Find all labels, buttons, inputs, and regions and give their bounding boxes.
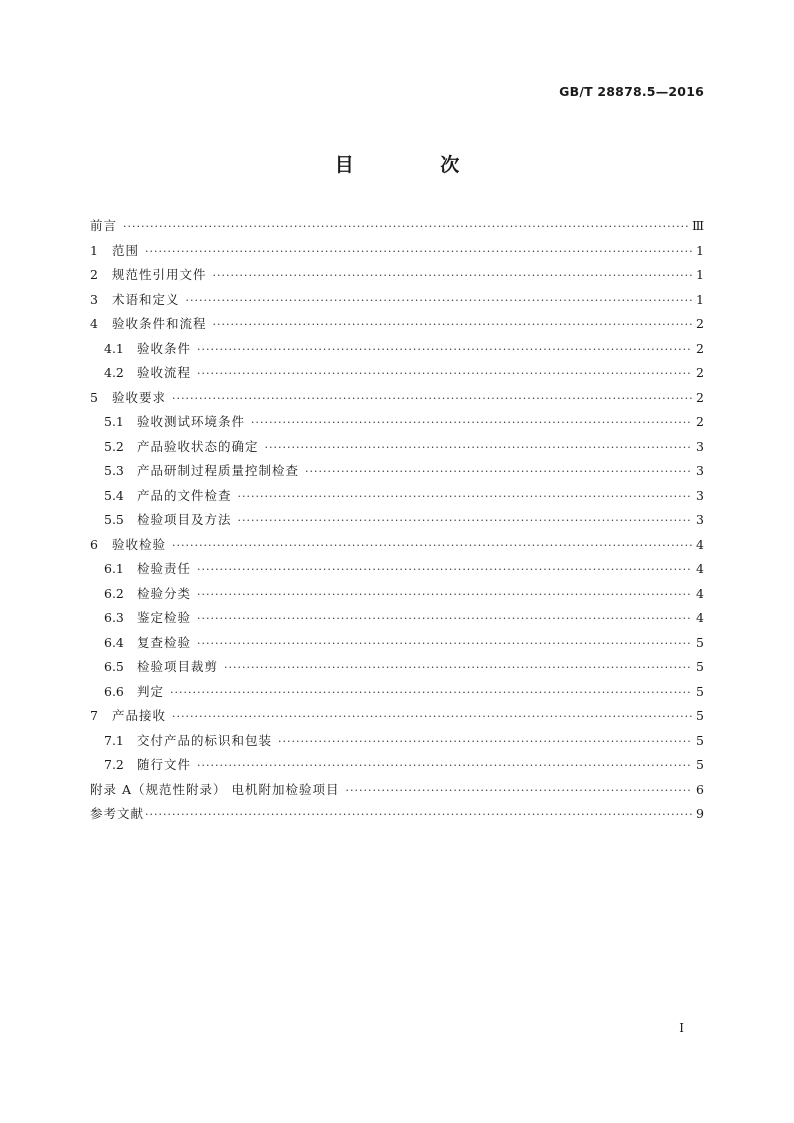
toc-entry[interactable] bbox=[90, 459, 704, 484]
toc-leader-dots bbox=[197, 754, 692, 779]
toc-leader-dots bbox=[197, 338, 692, 363]
toc-entry-number: 4.2 bbox=[104, 365, 124, 380]
toc-leader-dots bbox=[197, 583, 692, 608]
toc-leader-dots bbox=[238, 509, 692, 534]
toc-entry[interactable] bbox=[90, 631, 704, 656]
toc-entry-title: 验收条件 bbox=[137, 340, 192, 356]
toc-entry-title: 检验项目裁剪 bbox=[137, 659, 219, 674]
toc-leader-dots bbox=[172, 534, 692, 559]
toc-entry-number: 1 bbox=[90, 242, 98, 258]
toc-leader-dots bbox=[278, 730, 692, 755]
toc-leader-dots bbox=[197, 607, 692, 632]
toc-entry-number: 6.3 bbox=[104, 610, 124, 625]
toc-entry-title: 术语和定义 bbox=[112, 291, 180, 307]
toc-entry-page: 3 bbox=[696, 463, 704, 478]
toc-entry-number: 6.2 bbox=[104, 585, 124, 601]
toc-entry-page: 6 bbox=[696, 781, 704, 797]
toc-entry-page: 5 bbox=[696, 708, 704, 723]
toc-entry[interactable] bbox=[90, 361, 704, 386]
toc-entry[interactable] bbox=[90, 778, 704, 803]
toc-entry-page: 3 bbox=[696, 487, 704, 503]
toc-entry[interactable] bbox=[90, 312, 704, 337]
toc-entry-page: 3 bbox=[696, 438, 704, 454]
toc-leader-dots bbox=[213, 264, 692, 289]
toc-leader-dots bbox=[145, 803, 692, 828]
toc-entry[interactable] bbox=[90, 802, 704, 827]
toc-entry-title: 前言 bbox=[90, 218, 118, 233]
toc-entry-number: 4 bbox=[90, 316, 98, 331]
toc-entry[interactable] bbox=[90, 484, 704, 509]
toc-entry-number: 7.1 bbox=[104, 732, 124, 748]
toc-entry-title: 验收检验 bbox=[112, 536, 167, 552]
page-number: I bbox=[679, 1021, 684, 1035]
toc-leader-dots bbox=[123, 215, 688, 240]
toc-entry-page: 4 bbox=[696, 561, 704, 576]
toc-leader-dots bbox=[172, 387, 692, 412]
toc-entry-page: 4 bbox=[696, 585, 704, 601]
toc-entry[interactable] bbox=[90, 729, 704, 754]
toc-entry[interactable] bbox=[90, 288, 704, 313]
toc-entry-title: 验收要求 bbox=[112, 389, 167, 405]
toc-entry-number: 6.1 bbox=[104, 561, 124, 576]
toc-entry-page: 5 bbox=[696, 683, 704, 699]
toc-entry-number: 5.3 bbox=[104, 463, 124, 478]
toc-entry-title: 验收条件和流程 bbox=[112, 316, 207, 331]
toc-entry[interactable] bbox=[90, 582, 704, 607]
toc-leader-dots bbox=[145, 240, 692, 265]
toc-entry[interactable] bbox=[90, 680, 704, 705]
toc-entry-number: 4.1 bbox=[104, 340, 124, 356]
toc-leader-dots bbox=[213, 313, 692, 338]
toc-entry-title: 检验责任 bbox=[137, 561, 192, 576]
toc-leader-dots bbox=[197, 558, 692, 583]
toc-entry-number: 6 bbox=[90, 536, 98, 552]
toc-entry-title: 判定 bbox=[137, 683, 165, 699]
toc-entry[interactable] bbox=[90, 239, 704, 264]
toc-entry-page: 1 bbox=[696, 242, 704, 258]
toc-entry[interactable] bbox=[90, 337, 704, 362]
toc-entry-title: 验收流程 bbox=[137, 365, 192, 380]
toc-entry-number: 7.2 bbox=[104, 757, 124, 772]
toc-leader-dots bbox=[186, 289, 692, 314]
toc-entry-number: 5 bbox=[90, 389, 98, 405]
toc-entry-title: 产品验收状态的确定 bbox=[137, 438, 259, 454]
toc-entry-title: 范围 bbox=[112, 242, 140, 258]
toc-entry-page: 5 bbox=[696, 732, 704, 748]
toc-entry[interactable] bbox=[90, 533, 704, 558]
toc-leader-dots bbox=[170, 681, 692, 706]
toc-entry[interactable] bbox=[90, 508, 704, 533]
toc-entry-number: 7 bbox=[90, 708, 98, 723]
toc-entry-number: 6.5 bbox=[104, 659, 124, 674]
toc-entry-page: 1 bbox=[696, 267, 704, 282]
toc-entry-title: 产品接收 bbox=[112, 708, 167, 723]
toc-entry-number: 5.1 bbox=[104, 414, 124, 429]
toc-entry-title: 产品研制过程质量控制检查 bbox=[137, 463, 300, 478]
toc-entry-title: 产品的文件检查 bbox=[137, 487, 232, 503]
toc-entry-number: 5.2 bbox=[104, 438, 124, 454]
toc-entry[interactable] bbox=[90, 753, 704, 778]
toc-entry-page: 2 bbox=[696, 365, 704, 380]
toc-entry-page: 9 bbox=[696, 806, 704, 821]
toc-entry-page: 4 bbox=[696, 536, 704, 552]
toc-entry-title: 规范性引用文件 bbox=[112, 267, 207, 282]
toc-entry-page: 5 bbox=[696, 659, 704, 674]
toc-leader-dots bbox=[197, 362, 692, 387]
toc-leader-dots bbox=[305, 460, 692, 485]
toc-entry[interactable] bbox=[90, 557, 704, 582]
toc-leader-dots bbox=[224, 656, 692, 681]
standard-code: GB/T 28878.5—2016 bbox=[559, 84, 704, 99]
toc-entry-page: 2 bbox=[696, 316, 704, 331]
toc-entry[interactable] bbox=[90, 606, 704, 631]
toc-entry-page: 5 bbox=[696, 634, 704, 650]
toc-entry-page: 3 bbox=[696, 512, 704, 527]
page-title: 目 次 bbox=[334, 154, 500, 176]
toc-entry[interactable] bbox=[90, 263, 704, 288]
toc-entry-page: 2 bbox=[696, 389, 704, 405]
toc-entry-title: 附录 A（规范性附录） 电机附加检验项目 bbox=[90, 781, 340, 797]
toc-leader-dots bbox=[238, 485, 692, 510]
toc-entry[interactable] bbox=[90, 410, 704, 435]
toc-entry-page: 2 bbox=[696, 414, 704, 429]
toc-entry-page: 4 bbox=[696, 610, 704, 625]
toc-entry-title: 鉴定检验 bbox=[137, 610, 192, 625]
toc-entry-title: 验收测试环境条件 bbox=[137, 414, 246, 429]
toc-entry[interactable] bbox=[90, 655, 704, 680]
toc-leader-dots bbox=[172, 705, 692, 730]
toc-entry-page: 2 bbox=[696, 340, 704, 356]
toc-entry-title: 复查检验 bbox=[137, 634, 192, 650]
toc-leader-dots bbox=[265, 436, 692, 461]
toc-entry-page: 5 bbox=[696, 757, 704, 772]
toc-entry-title: 交付产品的标识和包装 bbox=[137, 732, 273, 748]
toc-entry-page: Ⅲ bbox=[691, 218, 704, 233]
toc-entry-number: 2 bbox=[90, 267, 98, 282]
toc-leader-dots bbox=[197, 632, 692, 657]
toc-entry[interactable] bbox=[90, 386, 704, 411]
toc-leader-dots bbox=[345, 779, 692, 804]
toc-entry-title: 检验分类 bbox=[137, 585, 192, 601]
toc-entry-page: 1 bbox=[696, 291, 704, 307]
toc-entry[interactable] bbox=[90, 704, 704, 729]
toc-entry-number: 5.4 bbox=[104, 487, 124, 503]
toc-entry-number: 6.6 bbox=[104, 683, 124, 699]
toc-leader-dots bbox=[251, 411, 692, 436]
toc-entry[interactable] bbox=[90, 435, 704, 460]
toc-entry-number: 5.5 bbox=[104, 512, 124, 527]
toc-entry-title: 随行文件 bbox=[137, 757, 192, 772]
toc-entry-number: 3 bbox=[90, 291, 98, 307]
toc-entry[interactable] bbox=[90, 214, 704, 239]
toc-entry-number: 6.4 bbox=[104, 634, 124, 650]
table-of-contents bbox=[90, 214, 704, 827]
toc-entry-title: 检验项目及方法 bbox=[137, 512, 232, 527]
toc-entry-title: 参考文献 bbox=[90, 806, 145, 821]
